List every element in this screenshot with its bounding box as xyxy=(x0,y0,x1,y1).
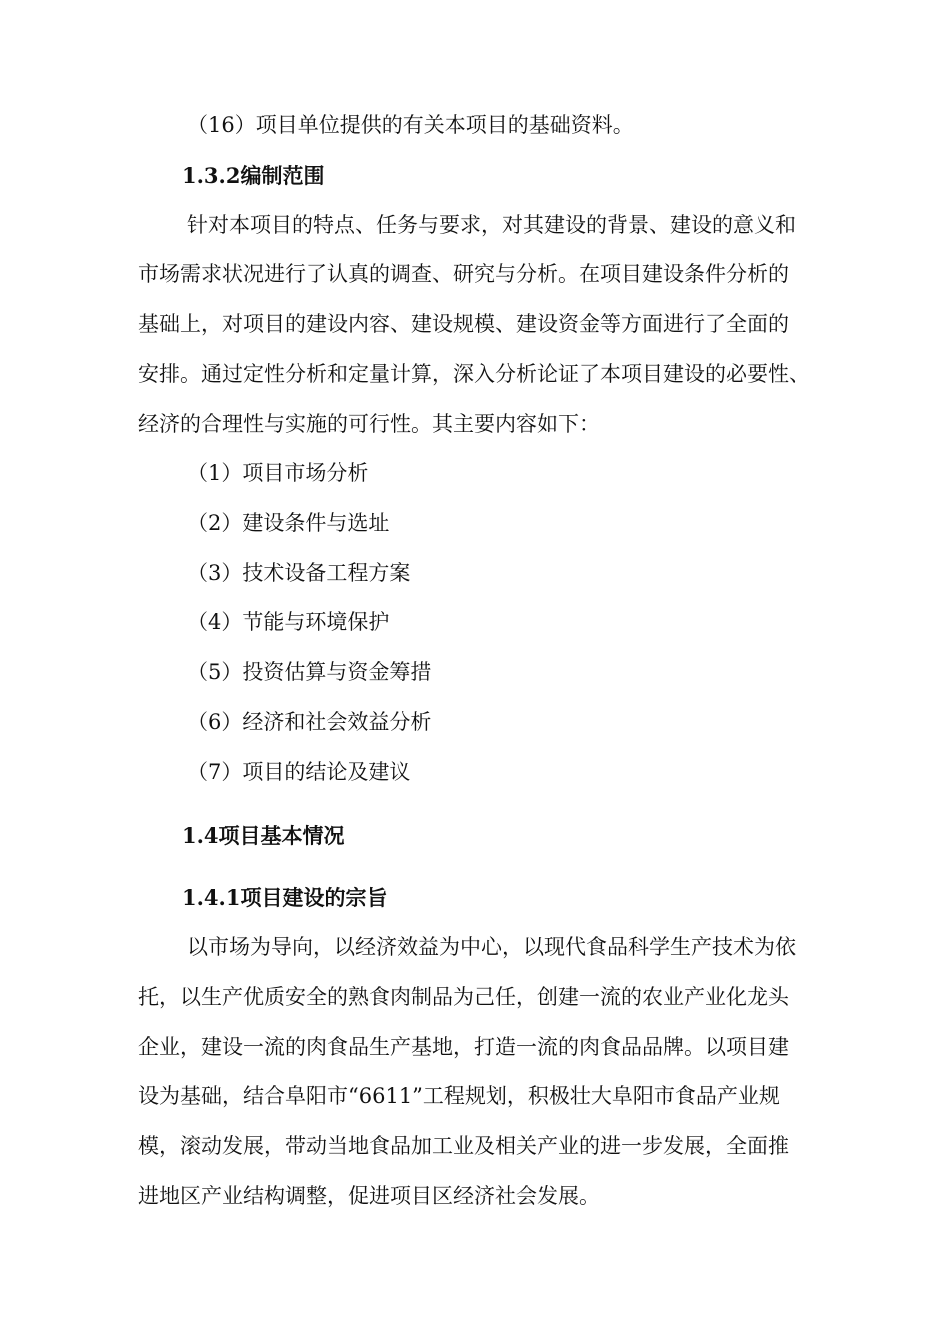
list-item: （4）节能与环境保护 xyxy=(187,610,390,634)
list-item: （1）项目市场分析 xyxy=(187,461,369,485)
list-item: （2）建设条件与选址 xyxy=(187,511,390,535)
section-heading-1-4: 1.4项目基本情况 xyxy=(182,823,345,848)
paragraph-line: 市场需求状况进行了认真的调查、研究与分析。在项目建设条件分析的 xyxy=(138,262,789,286)
paragraph-line: 企业，建设一流的肉食品生产基地，打造一流的肉食品品牌。以项目建 xyxy=(138,1035,789,1059)
paragraph-line: 设为基础，结合阜阳市“6611”工程规划，积极壮大阜阳市食品产业规 xyxy=(138,1084,780,1108)
paragraph-line: 安排。通过定性分析和定量计算，深入分析论证了本项目建设的必要性、 xyxy=(138,362,810,386)
paragraph-line: 进地区产业结构调整，促进项目区经济社会发展。 xyxy=(138,1184,600,1208)
paragraph-line: 托，以生产优质安全的熟食肉制品为己任，创建一流的农业产业化龙头 xyxy=(138,985,789,1009)
list-item: （5）投资估算与资金筹措 xyxy=(187,660,432,684)
paragraph-line: 经济的合理性与实施的可行性。其主要内容如下： xyxy=(138,412,600,436)
paragraph-line: 以市场为导向，以经济效益为中心，以现代食品科学生产技术为依 xyxy=(187,935,796,959)
paragraph-line: 针对本项目的特点、任务与要求，对其建设的背景、建设的意义和 xyxy=(187,213,796,237)
section-heading-1-3-2: 1.3.2编制范围 xyxy=(182,163,325,188)
section-heading-1-4-1: 1.4.1项目建设的宗旨 xyxy=(182,885,388,910)
list-item: （6）经济和社会效益分析 xyxy=(187,710,432,734)
intro-list-item-16: （16）项目单位提供的有关本项目的基础资料。 xyxy=(187,113,634,137)
list-item: （7）项目的结论及建议 xyxy=(187,760,411,784)
list-item: （3）技术设备工程方案 xyxy=(187,561,411,585)
paragraph-line: 模，滚动发展，带动当地食品加工业及相关产业的进一步发展，全面推 xyxy=(138,1134,789,1158)
paragraph-line: 基础上，对项目的建设内容、建设规模、建设资金等方面进行了全面的 xyxy=(138,312,789,336)
